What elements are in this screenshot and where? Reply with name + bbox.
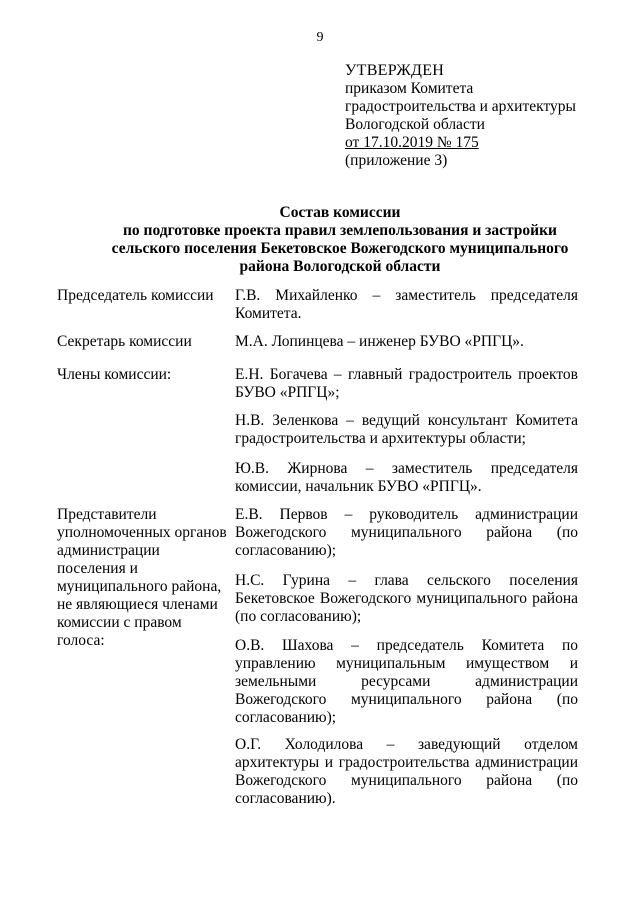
approval-block (345, 62, 576, 170)
members-column (235, 287, 578, 323)
role-label: Представители уполномоченных органов администрации поселения и муниципального района, не являющиеся членами комиссии с правом голоса: (57, 506, 227, 649)
member-entry: О.Г. Холодилова – заведующий отделом архитектуры и градостроительства администрации Вожегодского муниципального района (по согласованию). (235, 736, 578, 807)
member-entry: Ю.В. Жирнова – заместитель председателя комиссии, начальник БУВО «РПГЦ». (235, 460, 578, 495)
member-entry: М.А. Лопинцева – инженер БУВО «РПГЦ». (235, 333, 524, 350)
approval-order-date: от 17.10.2019 № 175 (345, 134, 479, 151)
member-entry: Н.С. Гурина – глава сельского поселения Бекетовское Вожегодского муниципального района (по согласованию); (235, 572, 578, 625)
approval-line: Вологодской области (345, 116, 485, 133)
approval-heading: УТВЕРЖДЕН (345, 62, 445, 79)
approval-appendix: (приложение 3) (345, 152, 448, 169)
role-label: Члены комиссии: (57, 366, 172, 383)
document-title (60, 204, 620, 276)
member-entry: Г.В. Михайленко – заместитель председателя Комитета. (235, 287, 578, 322)
member-entry: Е.Н. Богачева – главный градостроитель проектов БУВО «РПГЦ»; (235, 366, 578, 401)
role-label: Председатель комиссии (57, 287, 214, 304)
members-column (235, 333, 578, 351)
role-label: Секретарь комиссии (57, 333, 192, 350)
title-line: сельского поселения Бекетовское Вожегодского муниципального (111, 240, 569, 257)
title-line: района Вологодской области (239, 258, 441, 275)
page-number: 9 (316, 30, 324, 45)
approval-line: градостроительства и архитектуры (345, 98, 576, 115)
member-entry: Е.В. Первов – руководитель администрации Вожегодского муниципального района (по согласованию); (235, 506, 578, 559)
title-line: по подготовке проекта правил землепользования и застройки (123, 222, 557, 239)
member-entry: О.В. Шахова – председатель Комитета по управлению муниципальным имуществом и земельными ресурсами администрации Вожегодского муниципального района (по согласованию); (235, 637, 578, 726)
title-line: Состав комиссии (279, 204, 401, 221)
approval-line: приказом Комитета (345, 80, 474, 97)
member-entry: Н.В. Зеленкова – ведущий консультант Комитета градостроительства и архитектуры области; (235, 412, 578, 447)
